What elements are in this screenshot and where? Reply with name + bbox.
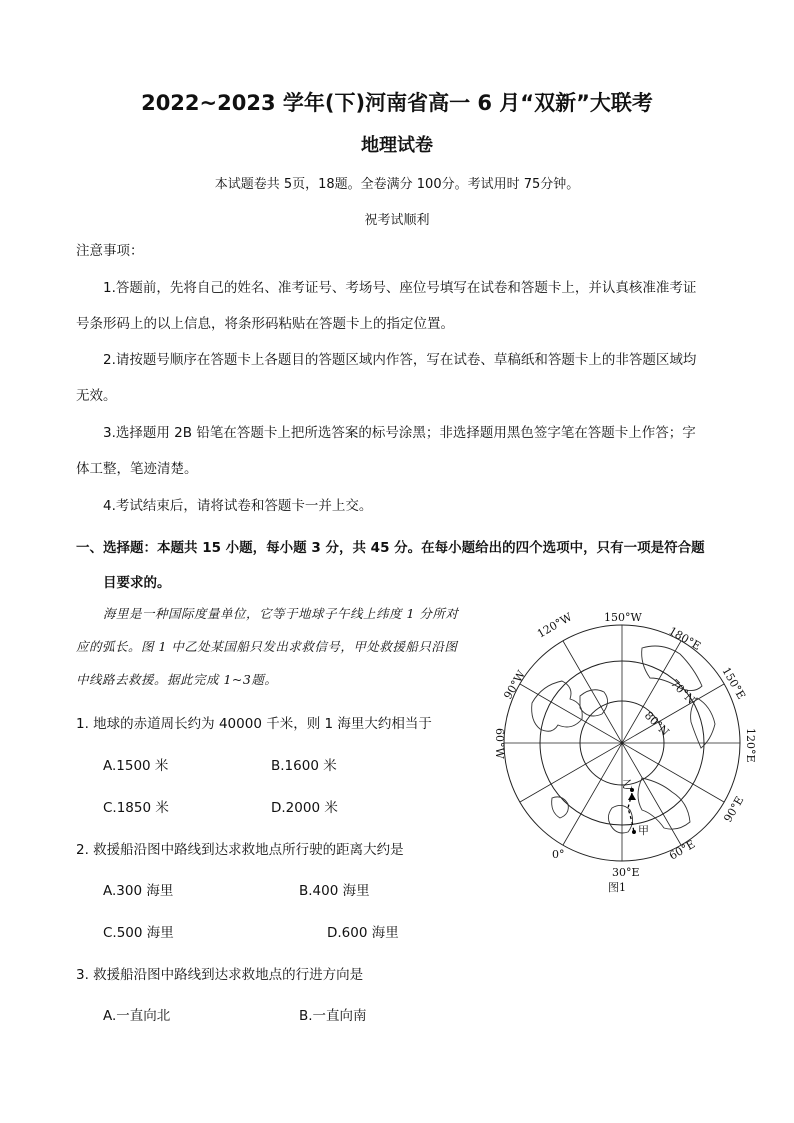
exam-title: 2022~2023 学年(下)河南省高一 6 月“双新”大联考	[141, 91, 653, 115]
note-1-line-1: 1.答题前，先将自己的姓名、准考证号、考场号、座位号填写在试卷和答题卡上，并认真核准准考证	[103, 280, 697, 296]
label-jia: 甲	[638, 824, 649, 837]
question-1-option-d[interactable]: D.2000 米	[271, 800, 338, 816]
question-2-option-d[interactable]: D.600 海里	[327, 925, 399, 941]
question-2-stem: 2. 救援船沿图中路线到达求救地点所行驶的距离大约是	[76, 842, 404, 858]
question-1-option-a[interactable]: A.1500 米	[103, 758, 169, 774]
label-80n: 80°N	[641, 708, 672, 739]
question-2-option-a[interactable]: A.300 海里	[103, 883, 174, 899]
note-1-line-2: 号条形码上的以上信息，将条形码粘贴在答题卡上的指定位置。	[76, 316, 454, 332]
question-1-option-c[interactable]: C.1850 米	[103, 800, 169, 816]
label-90w: 90°W	[501, 668, 529, 702]
exam-subtitle: 地理试卷	[361, 135, 433, 156]
notes-heading: 注意事项：	[76, 243, 144, 259]
label-60w: 60°W	[493, 728, 506, 759]
label-30e: 30°E	[612, 866, 640, 879]
note-3-line-1: 3.选择题用 2B 铅笔在答题卡上把所选答案的标号涂黑；非选择题用黑色签字笔在答题卡上作答；字	[103, 425, 696, 441]
question-2-option-b[interactable]: B.400 海里	[299, 883, 370, 899]
passage-line-2: 应的弧长。图 1 中乙处某国船只发出求救信号，甲处救援船只沿图	[76, 639, 458, 654]
note-3-line-2: 体工整，笔迹清楚。	[76, 461, 198, 477]
passage-line-1: 海里是一种国际度量单位，它等于地球子午线上纬度 1 分所对	[103, 606, 459, 621]
note-2-line-1: 2.请按题号顺序在答题卡上各题目的答题区域内作答，写在试卷、草稿纸和答题卡上的非答题区域均	[103, 352, 697, 368]
label-90e: 90°E	[721, 794, 747, 825]
polar-map-figure	[492, 608, 772, 908]
question-3-option-b[interactable]: B.一直向南	[299, 1008, 367, 1024]
label-150e: 150°E	[719, 665, 748, 702]
point-jia-marker	[632, 830, 636, 834]
label-120e: 120°E	[744, 728, 757, 763]
question-3-option-a[interactable]: A.一直向北	[103, 1008, 171, 1024]
label-120w: 120°W	[535, 610, 575, 641]
section-heading-line-2: 目要求的。	[103, 575, 171, 591]
meridian-lines	[504, 625, 740, 861]
question-1-option-b[interactable]: B.1600 米	[271, 758, 337, 774]
exam-info: 本试题卷共 5页，18题。全卷满分 100分。考试用时 75分钟。	[214, 177, 580, 192]
note-4: 4.考试结束后，请将试卷和答题卡一并上交。	[103, 498, 373, 514]
route-arrow-icon	[628, 793, 636, 800]
label-yi: 乙	[622, 778, 633, 791]
figure-caption: 图1	[608, 881, 626, 894]
section-heading-line-1: 一、选择题：本题共 15 小题，每小题 3 分，共 45 分。在每小题给出的四个选项中，只有一项是符合题	[76, 540, 705, 556]
label-0: 0°	[552, 848, 565, 861]
question-1-stem: 1. 地球的赤道周长约为 40000 千米，则 1 海里大约相当于	[76, 716, 432, 732]
question-3-stem: 3. 救援船沿图中路线到达求救地点的行进方向是	[76, 967, 364, 983]
coastlines	[532, 646, 715, 833]
question-2-option-c[interactable]: C.500 海里	[103, 925, 174, 941]
note-2-line-2: 无效。	[76, 388, 117, 404]
label-180e: 180°E	[666, 624, 703, 653]
label-70n: 70°N	[667, 676, 698, 707]
passage-line-3: 中线路去救援。据此完成 1~3题。	[76, 672, 278, 687]
label-60e: 60°E	[667, 837, 698, 863]
label-150w: 150°W	[604, 611, 642, 624]
blessing-text: 祝考试顺利	[364, 213, 430, 228]
